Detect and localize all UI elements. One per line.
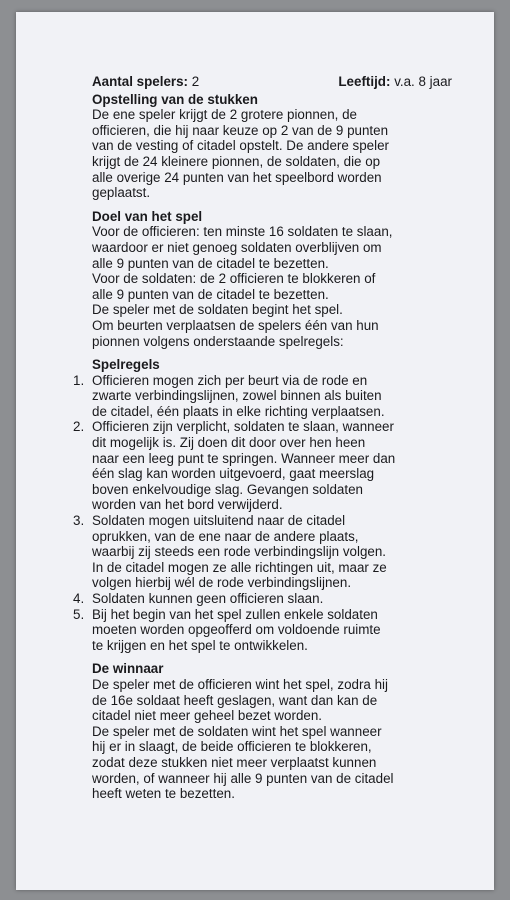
setup-section (92, 92, 452, 201)
rule-number: 3. (73, 513, 85, 529)
rule-text-line: de citadel, één plaats in elke richting verplaatsen. (92, 403, 385, 419)
text-line: citadel niet meer geheel bezet worden. (92, 708, 323, 724)
text-line: worden, of wanneer hij alle 9 punten van de citadel (92, 770, 394, 786)
rule-number: 1. (73, 372, 85, 388)
winner-text (92, 677, 452, 802)
setup-text (92, 107, 452, 201)
winner-section (92, 661, 452, 801)
meta-row (92, 74, 452, 90)
rule-text-line: oprukken, van de ene naar de andere plaats, (92, 528, 359, 544)
text-line: zodat deze stukken niet meer verplaatst kunnen (92, 754, 377, 770)
text-line: alle 9 punten van de citadel te bezetten. (92, 286, 329, 302)
rule-number: 4. (73, 591, 85, 606)
rule-text-line: zwarte verbindingslijnen, zowel binnen als buiten (92, 388, 382, 404)
text-line: De speler met de soldaten begint het spel. (92, 302, 343, 318)
rules-heading: Spelregels (92, 357, 160, 373)
rules-content (73, 74, 452, 810)
rule-text-line: Soldaten kunnen geen officieren slaan. (92, 591, 324, 606)
rule-text-line: Officieren mogen zich per beurt via de rode en (92, 372, 368, 388)
rule-text-line: worden van het bord verwijderd. (92, 497, 283, 513)
rule-item (73, 372, 452, 420)
age-value: v.a. 8 jaar (394, 74, 452, 89)
text-line: geplaatst. (92, 185, 151, 201)
text-line: heeft weten te bezetten. (92, 786, 235, 802)
rules-section (73, 357, 452, 653)
age-info (338, 74, 452, 90)
rule-text-line: In de citadel mogen ze alle richtingen uit, maar ze (92, 559, 387, 575)
rules-list (73, 372, 452, 654)
rule-number: 2. (73, 419, 85, 435)
text-line: de 16e soldaat heeft geslagen, want dan kan de (92, 692, 378, 708)
text-line: Voor de soldaten: de 2 officieren te blokkeren of (92, 271, 376, 287)
text-line: officieren, die hij naar keuze op 2 van de 9 punten (92, 122, 389, 138)
text-line: waardoor er niet genoeg soldaten overblijven om (92, 239, 382, 255)
players-value: 2 (191, 74, 200, 89)
rule-item (73, 591, 452, 607)
rule-item (73, 419, 452, 513)
goal-heading: Doel van het spel (92, 208, 203, 224)
rule-text-line: naar een leeg punt te springen. Wanneer meer dan (92, 450, 396, 466)
text-line: De speler met de officieren wint het spel, zodra hij (92, 676, 388, 692)
text-line: pionnen volgens onderstaande spelregels: (92, 333, 344, 349)
rule-text-line: te krijgen en het spel te ontwikkelen. (92, 637, 308, 653)
text-line: alle overige 24 punten van het speelbord worden (92, 169, 382, 185)
rule-text-line: moeten worden opgeofferd om voldoende ruimte (92, 622, 381, 638)
rule-text-line: boven enkelvoudige slag. Gevangen soldaten (92, 481, 363, 497)
winner-heading: De winnaar (92, 661, 164, 677)
players-info (92, 74, 199, 90)
text-line: krijgt de 24 kleinere pionnen, de soldaten, die op (92, 153, 381, 169)
setup-heading: Opstelling van de stukken (92, 91, 258, 107)
text-line: van de vesting of citadel opstelt. De andere speler (92, 138, 390, 154)
rule-text-line: één slag kan worden uitgevoerd, gaat meerslag (92, 466, 375, 482)
text-line: alle 9 punten van de citadel te bezetten. (92, 255, 329, 271)
rule-item (73, 513, 452, 591)
goal-section (92, 209, 452, 349)
players-label: Aantal spelers: (92, 74, 189, 89)
text-line: De speler met de soldaten wint het spel wanneer (92, 723, 382, 739)
rule-item (73, 606, 452, 654)
rule-text-line: Soldaten mogen uitsluitend naar de citadel (92, 513, 346, 529)
rule-text-line: dit mogelijk is. Zij doen dit door over hen heen (92, 435, 366, 451)
rule-text-line: Bij het begin van het spel zullen enkele soldaten (92, 606, 378, 622)
text-line: Voor de officieren: ten minste 16 soldaten te slaan, (92, 224, 393, 240)
text-line: De ene speler krijgt de 2 grotere pionnen, de (92, 107, 358, 123)
text-line: hij er in slaagt, de beide officieren te blokkeren, (92, 739, 372, 755)
rule-text-line: volgen hierbij wél de rode verbindingslijnen. (92, 575, 352, 591)
rule-text-line: Officieren zijn verplicht, soldaten te slaan, wanneer (92, 419, 394, 435)
text-line: Om beurten verplaatsen de spelers één van hun (92, 317, 379, 333)
rule-text-line: waarbij zij steeds een rode verbindingslijn volgen. (92, 544, 387, 560)
age-label: Leeftijd: (338, 74, 391, 89)
goal-text (92, 224, 452, 349)
rules-sheet (16, 12, 494, 890)
rule-number: 5. (73, 606, 85, 622)
